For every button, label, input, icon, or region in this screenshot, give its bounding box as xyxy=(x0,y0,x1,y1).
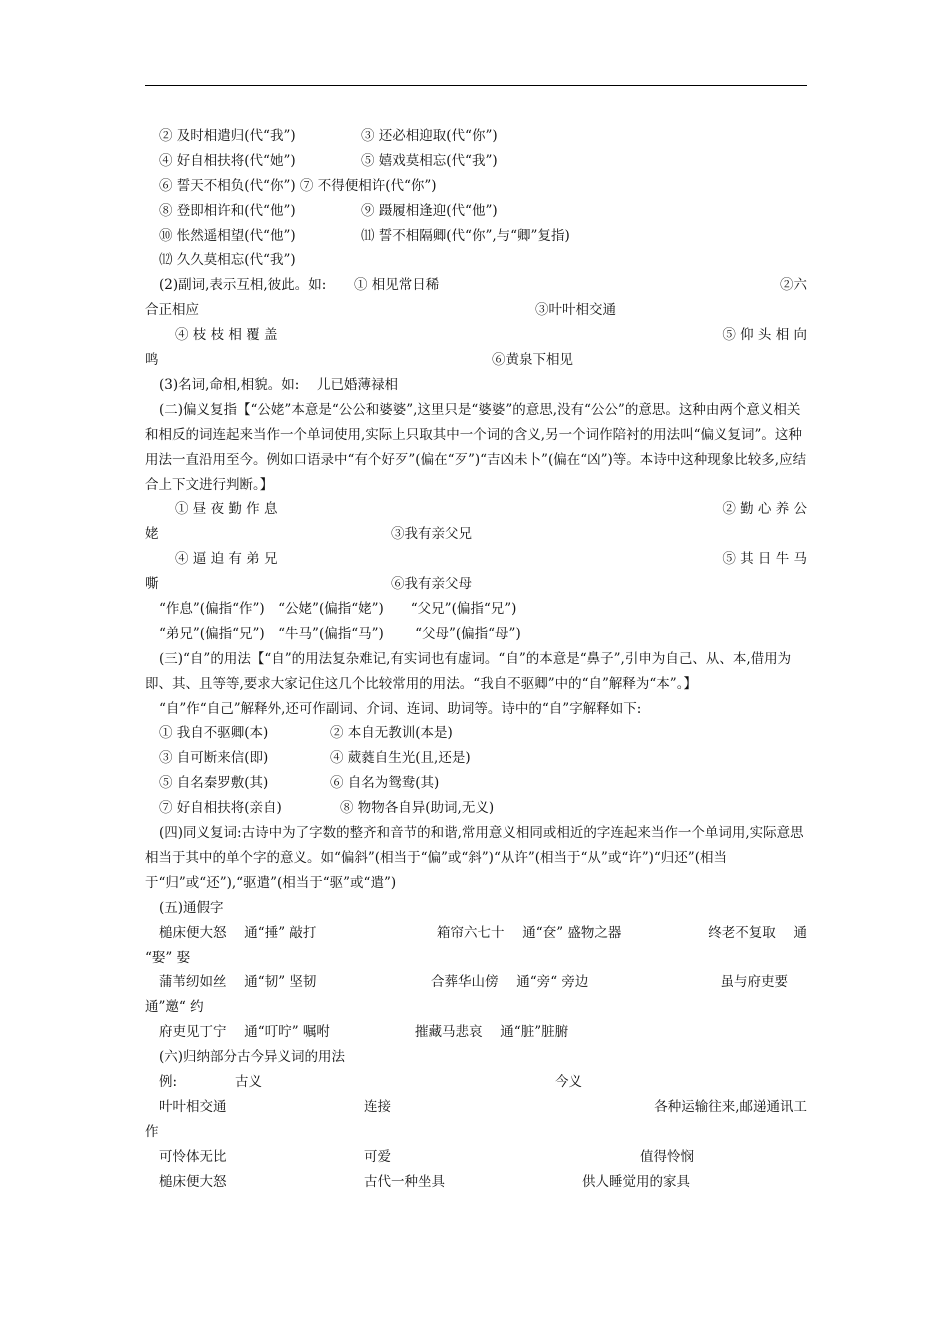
line-zi-2 xyxy=(145,746,807,771)
paragraph-pianyi: (二)偏义复指【“公姥”本意是“公公和婆婆”,这里只是“婆婆”的意思,没有“公公”的意思。这种由两个意义相关和相反的词连起来当作一个单词使用,实际上只取其中一个词的含义,另一个词作陪衬的用法叫“偏义复词”。这种用法一直沿用至今。例如口语录中“有个好歹”(偏在“歹”)“吉凶未卜”(偏在“凶”)等。本诗中这种现象比较多,应结合上下文进行判断。】 xyxy=(145,401,807,493)
header-rule xyxy=(145,85,807,86)
line-tongjia-title xyxy=(145,896,807,921)
example-text: ⑿ 久久莫相忘(代“我”) xyxy=(159,252,296,269)
line-tongjia-1 xyxy=(145,921,807,946)
line-tongjia-3 xyxy=(145,1020,807,1045)
example-text: ② 勤 心 养 公 xyxy=(722,501,807,518)
example-text: ⑤ 仰 头 相 向 xyxy=(722,327,807,344)
section-text: (3)名词,命相,相貌。如: 儿已婚薄禄相 xyxy=(159,376,399,393)
line-gujin-title xyxy=(145,1045,807,1070)
table-row xyxy=(145,1145,807,1170)
line-s1-4 xyxy=(145,199,807,224)
line-zi-4 xyxy=(145,796,807,821)
example-text: ③我有亲父兄 xyxy=(391,526,472,543)
line-s1-6 xyxy=(145,248,807,273)
line-gujin-head xyxy=(145,1070,807,1095)
example-text: 嘶 xyxy=(145,576,159,593)
example-text: 合正相应 xyxy=(145,302,199,319)
example-text: 箱帘六七十 通“奁” 盛物之器 xyxy=(437,924,622,941)
example-text: ② 及时相遣归(代“我”) xyxy=(159,128,296,144)
example-text: ⑧ 登即相许和(代“他”) xyxy=(159,202,296,219)
table-cell: 叶叶相交通 xyxy=(159,1098,227,1115)
line-tongjia-2 xyxy=(145,970,807,995)
line-s2-4 xyxy=(145,348,807,373)
table-header: 例: xyxy=(159,1074,178,1090)
example-text: ⑤ 自名秦罗敷(其) xyxy=(159,775,269,792)
line-pianyi-4 xyxy=(145,572,807,597)
table-cell: 连接 xyxy=(364,1098,391,1115)
table-cell: 各种运输往来,邮递通讯工 xyxy=(654,1098,807,1115)
line-tongjia-2b xyxy=(145,995,807,1020)
example-text: ④ 葳蕤自生光(且,还是) xyxy=(330,750,471,767)
example-text: 鸣 xyxy=(145,352,159,369)
line-zi-3 xyxy=(145,771,807,796)
example-text: 府吏见丁宁 通“叮咛” 嘱咐 xyxy=(159,1024,330,1041)
line-s1-5 xyxy=(145,224,807,249)
example-text: ⑧ 物物各自异(助词,无义) xyxy=(340,800,495,817)
paragraph-tongyi: (四)同义复词:古诗中为了字数的整齐和音节的和谐,常用意义相同或相近的字连起来当作一个单词用,实际意思相当于其中的单个字的意义。如“偏斜”(相当于“偏”或“斜”)“从许”(相当于“从”或“许”)“归还”(相当于“归”或“还”),“驱遣”(相当于“驱”或“遣”) xyxy=(145,825,804,891)
line-zi-1 xyxy=(145,721,807,746)
line-s1-3 xyxy=(145,174,807,199)
example-text: ⑥ 自名为鸳鸯(其) xyxy=(330,775,440,792)
example-text: 摧藏马悲哀 通“脏”脏腑 xyxy=(415,1024,569,1041)
line-pianyi-1 xyxy=(145,497,807,522)
example-text: 槌床便大怒 通“捶” 敲打 xyxy=(159,924,317,941)
example-text: ⑾ 誓不相隔卿(代“你”,与“卿”复指) xyxy=(361,227,570,244)
table-cell: 作 xyxy=(145,1123,159,1140)
example-text: 姥 xyxy=(145,526,159,543)
example-text: 虽与府吏要 xyxy=(720,974,788,991)
example-text: ① 我自不驱卿(本) xyxy=(159,725,269,742)
line-s2-2 xyxy=(145,298,807,323)
example-text: ②六 xyxy=(780,277,807,294)
line-pianyi-3 xyxy=(145,547,807,572)
example-text: “弟兄”(偏指“兄”) “牛马”(偏指“马”) “父母”(偏指“母”) xyxy=(159,625,521,642)
example-text: ③ 还必相迎取(代“你”) xyxy=(361,128,498,144)
line-pianyi-2 xyxy=(145,522,807,547)
section-text: (六)归纳部分古今异义词的用法 xyxy=(159,1049,346,1066)
table-cell: 供人睡觉用的家具 xyxy=(582,1173,690,1190)
example-text: ⑩ 怅然遥相望(代“他”) xyxy=(159,227,296,244)
example-text: ⑤ 嬉戏莫相忘(代“我”) xyxy=(361,152,498,169)
line-s1-2 xyxy=(145,149,807,174)
example-text: ⑨ 蹑履相逢迎(代“他”) xyxy=(361,202,498,219)
example-text: ③ 自可断来信(即) xyxy=(159,750,269,767)
paragraph-zi-2: “自”作“自己”解释外,还可作副词、介词、连词、助词等。诗中的“自”字解释如下: xyxy=(159,700,642,717)
example-text: ⑦ 好自相扶将(亲自) xyxy=(159,800,282,817)
table-row xyxy=(145,1095,807,1120)
example-text: ④ 逼 迫 有 弟 兄 xyxy=(175,551,278,568)
paragraph-zi: (三)“自”的用法【“自”的用法复杂难记,有实词也有虚词。“自”的本意是“鼻子”,引申为自己、从、本,借用为即、其、且等等,要求大家记住这几个比较常用的用法。“我自不驱卿”中的“自”解释为“本”。】 xyxy=(145,650,792,692)
example-text: 终老不复取 通 xyxy=(708,924,807,941)
example-text: ⑤ 其 日 牛 马 xyxy=(722,551,807,568)
example-text: “作息”(偏指“作”) “公姥”(偏指“姥”) “父兄”(偏指“兄”) xyxy=(159,600,517,617)
section-text: (2)副词,表示互相,彼此。如: xyxy=(159,277,327,294)
example-text: ⑥ 誓天不相负(代“你”) ⑦ 不得便相许(代“你”) xyxy=(159,177,437,194)
example-text: ⑥我有亲父母 xyxy=(391,576,472,593)
example-text: ① 相见常日稀 xyxy=(354,277,440,294)
line-s2-3 xyxy=(145,323,807,348)
section-text: (五)通假字 xyxy=(159,899,224,916)
table-cell: 可爱 xyxy=(364,1148,391,1165)
line-pianyi-r1 xyxy=(145,597,807,622)
example-text: 通”邀“ 约 xyxy=(145,999,204,1016)
table-row-continuation xyxy=(145,1120,807,1145)
example-text: 蒲苇纫如丝 通“韧” 坚韧 xyxy=(159,974,317,991)
table-cell: 槌床便大怒 xyxy=(159,1173,227,1190)
line-s3 xyxy=(145,373,807,398)
example-text: ③叶叶相交通 xyxy=(535,302,616,319)
example-text: 合葬华山傍 通“旁“ 旁边 xyxy=(431,974,589,991)
line-s2-intro xyxy=(145,273,807,298)
example-text: ② 本自无教训(本是) xyxy=(330,725,453,742)
table-cell: 可怜体无比 xyxy=(159,1148,227,1165)
table-row xyxy=(145,1170,807,1195)
example-text: ④ 枝 枝 相 覆 盖 xyxy=(175,327,278,344)
document-body xyxy=(145,124,807,1194)
example-text: ① 昼 夜 勤 作 息 xyxy=(175,501,278,518)
table-cell: 古代一种坐具 xyxy=(364,1173,445,1190)
example-text: ⑥黄泉下相见 xyxy=(492,352,573,369)
table-header: 今义 xyxy=(555,1074,582,1090)
example-text: ④ 好自相扶将(代“她”) xyxy=(159,152,296,169)
table-cell: 值得怜悯 xyxy=(640,1148,694,1165)
line-tongjia-1b xyxy=(145,946,807,971)
line-pianyi-r2 xyxy=(145,622,807,647)
table-header: 古义 xyxy=(235,1074,262,1090)
line-s1-1 xyxy=(145,124,807,149)
example-text: “娶” 娶 xyxy=(145,949,191,966)
